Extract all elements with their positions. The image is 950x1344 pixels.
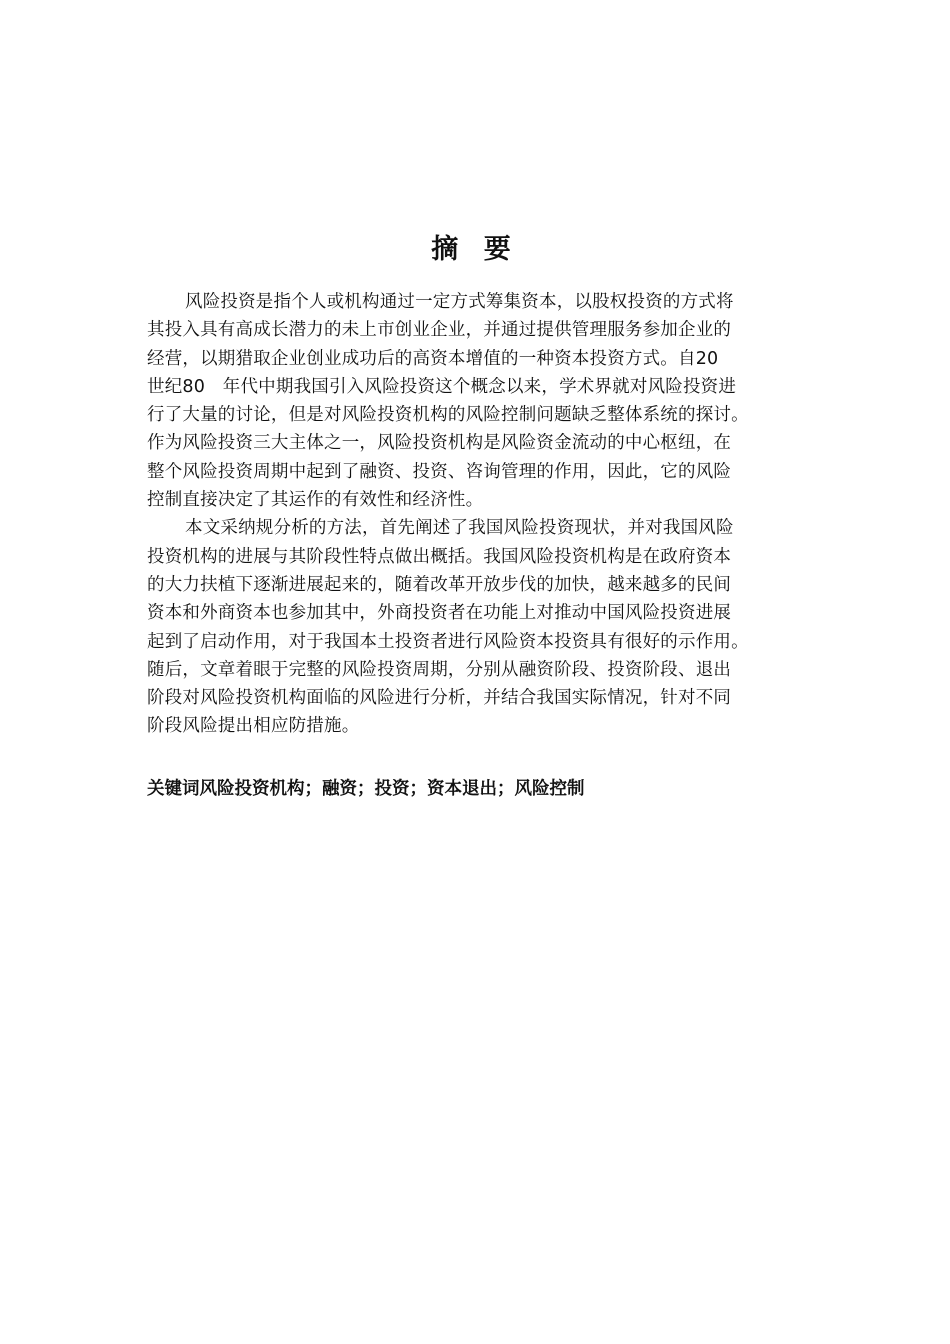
text-line: 经营，以期猎取企业创业成功后的高资本增值的一种资本投资方式。自20 — [147, 348, 719, 369]
text-line: 投资机构的进展与其阶段性特点做出概括。我国风险投资机构是在政府资本 — [147, 546, 732, 567]
text-line: 其投入具有高成长潜力的未上市创业企业，并通过提供管理服务参加企业的 — [147, 320, 732, 341]
text-line: 阶段风险提出相应防措施。 — [147, 716, 360, 737]
text-line: 本文采纳规分析的方法，首先阐述了我国风险投资现状，并对我国风险 — [185, 518, 734, 539]
text-line: 的大力扶植下逐渐进展起来的，随着改革开放步伐的加快，越来越多的民间 — [147, 574, 732, 595]
abstract-title: 摘 要 — [431, 234, 519, 265]
text-line: 随后，文章着眼于完整的风险投资周期，分别从融资阶段、投资阶段、退出 — [147, 659, 732, 680]
text-line: 资本和外商资本也参加其中，外商投资者在功能上对推动中国风险投资进展 — [147, 603, 732, 624]
text-line: 控制直接决定了其运作的有效性和经济性。 — [147, 490, 484, 511]
abstract-paragraph-2 — [147, 514, 807, 740]
abstract-body — [147, 288, 807, 741]
text-line: 行了大量的讨论，但是对风险投资机构的风险控制问题缺乏整体系统的探讨。 — [147, 405, 749, 426]
text-line: 作为风险投资三大主体之一，风险投资机构是风险资金流动的中心枢纽，在 — [147, 433, 732, 454]
text-line: 起到了启动作用，对于我国本土投资者进行风险资本投资具有很好的示作用。 — [147, 631, 749, 652]
text-line: 整个风险投资周期中起到了融资、投资、咨询管理的作用，因此，它的风险 — [147, 461, 732, 482]
abstract-paragraph-1 — [147, 288, 807, 514]
keywords-line: 关键词风险投资机构；融资；投资；资本退出；风险控制 — [147, 779, 585, 799]
text-line: 风险投资是指个人或机构通过一定方式筹集资本，以股权投资的方式将 — [185, 292, 734, 312]
text-line: 世纪80 年代中期我国引入风险投资这个概念以来，学术界就对风险投资进 — [147, 376, 737, 397]
text-line: 阶段对风险投资机构面临的风险进行分析，并结合我国实际情况，针对不同 — [147, 688, 732, 709]
